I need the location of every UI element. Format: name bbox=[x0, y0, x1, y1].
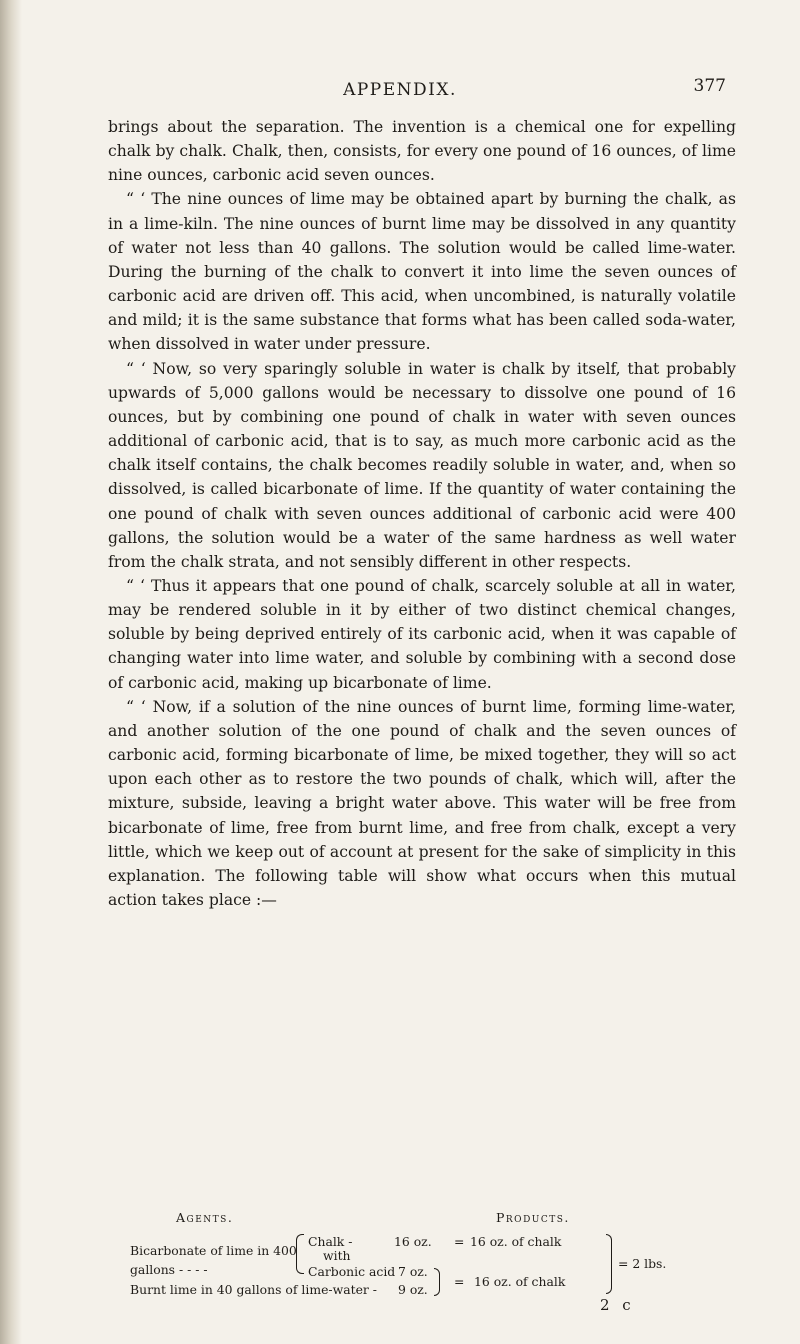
product-chalk-1: 16 oz. of chalk bbox=[470, 1234, 562, 1249]
carbonic-quantity: 7 oz. bbox=[398, 1264, 428, 1279]
with-label: with bbox=[323, 1248, 351, 1263]
chalk-quantity: 16 oz. bbox=[394, 1234, 432, 1249]
products-heading: Products. bbox=[496, 1210, 570, 1225]
printer-signature-mark: 2 c bbox=[600, 1296, 635, 1314]
equals-sign: = bbox=[454, 1274, 465, 1289]
agents-brace bbox=[296, 1234, 304, 1274]
chalk-label: Chalk - bbox=[308, 1234, 353, 1249]
body-text bbox=[108, 115, 736, 912]
carbonic-lime-brace bbox=[434, 1268, 440, 1296]
agents-heading: Agents. bbox=[176, 1210, 234, 1225]
total-weight: = 2 lbs. bbox=[618, 1256, 667, 1271]
carbonic-label: Carbonic acid bbox=[308, 1264, 396, 1279]
paragraph: “ ‘ Thus it appears that one pound of chalk, scarcely soluble at all in water, may be rendered soluble in it by either of two distinct chemical changes, soluble by being deprived entirely of its carbonic acid, when it was capable of changing water into lime water, and soluble by combining with a second dose of carbonic acid, making up bicarbonate of lime. bbox=[108, 576, 736, 692]
paragraph: brings about the separation. The invention is a chemical one for expelling chalk by chalk. Chalk, then, consists, for every one pound of 16 ounces, of lime nine ounces, carbonic acid seven ounces. bbox=[108, 118, 736, 185]
paragraph: “ ‘ Now, so very sparingly soluble in water is chalk by itself, that probably upwards of 5,000 gallons would be necessary to dissolve one pound of 16 ounces, but by combining one pound of chalk in water with seven ounces additional of carbonic acid, that is to say, as much more carbonic acid as the chalk itself contains, the chalk becomes readily soluble in water, and, when so dissolved, is called bicarbonate of lime. If the quantity of water containing the one pound of chalk with seven ounces additional of carbonic acid were 400 gallons, the solution would be a water of the same hardness as well water from the chalk strata, and not sensibly different in other respects. bbox=[108, 359, 736, 571]
reaction-table bbox=[108, 1210, 748, 1320]
equals-sign: = bbox=[454, 1234, 465, 1249]
page-header bbox=[0, 76, 800, 104]
page-number: 377 bbox=[693, 76, 726, 96]
page-edge-shadow bbox=[0, 0, 22, 1344]
running-head: APPENDIX. bbox=[343, 80, 457, 100]
product-chalk-2: 16 oz. of chalk bbox=[474, 1274, 566, 1289]
paragraph: “ ‘ Now, if a solution of the nine ounces of burnt lime, forming lime-water, and another solution of the one pound of chalk and the seven ounces of carbonic acid, forming bicarbonate of lime, be mixed together, they will so act upon each other as to restore the two pounds of chalk, which will, after the mixture, subside, leaving a bright water above. This water will be free from bicarbonate of lime, free from burnt lime, and free from chalk, except a very little, which we keep out of account at present for the sake of simplicity in this explanation. The following table will show what occurs when this mutual action takes place :— bbox=[108, 697, 736, 909]
burnt-lime-quantity: 9 oz. bbox=[398, 1282, 428, 1297]
burnt-lime-label: Burnt lime in 40 gallons of lime-water - bbox=[130, 1282, 377, 1297]
bicarbonate-label: Bicarbonate of lime in 400 bbox=[130, 1243, 297, 1258]
products-brace bbox=[606, 1234, 612, 1294]
bicarbonate-label-cont: gallons - - - - bbox=[130, 1262, 208, 1277]
paragraph: “ ‘ The nine ounces of lime may be obtained apart by burning the chalk, as in a lime-kiln. The nine ounces of burnt lime may be dissolved in any quantity of water not less than 40 gallons. The solution would be called lime-water. During the burning of the chalk to convert it into lime the seven ounces of carbonic acid are driven off. This acid, when uncombined, is naturally volatile and mild; it is the same substance that forms what has been called soda-water, when dissolved in water under pressure. bbox=[108, 190, 736, 354]
